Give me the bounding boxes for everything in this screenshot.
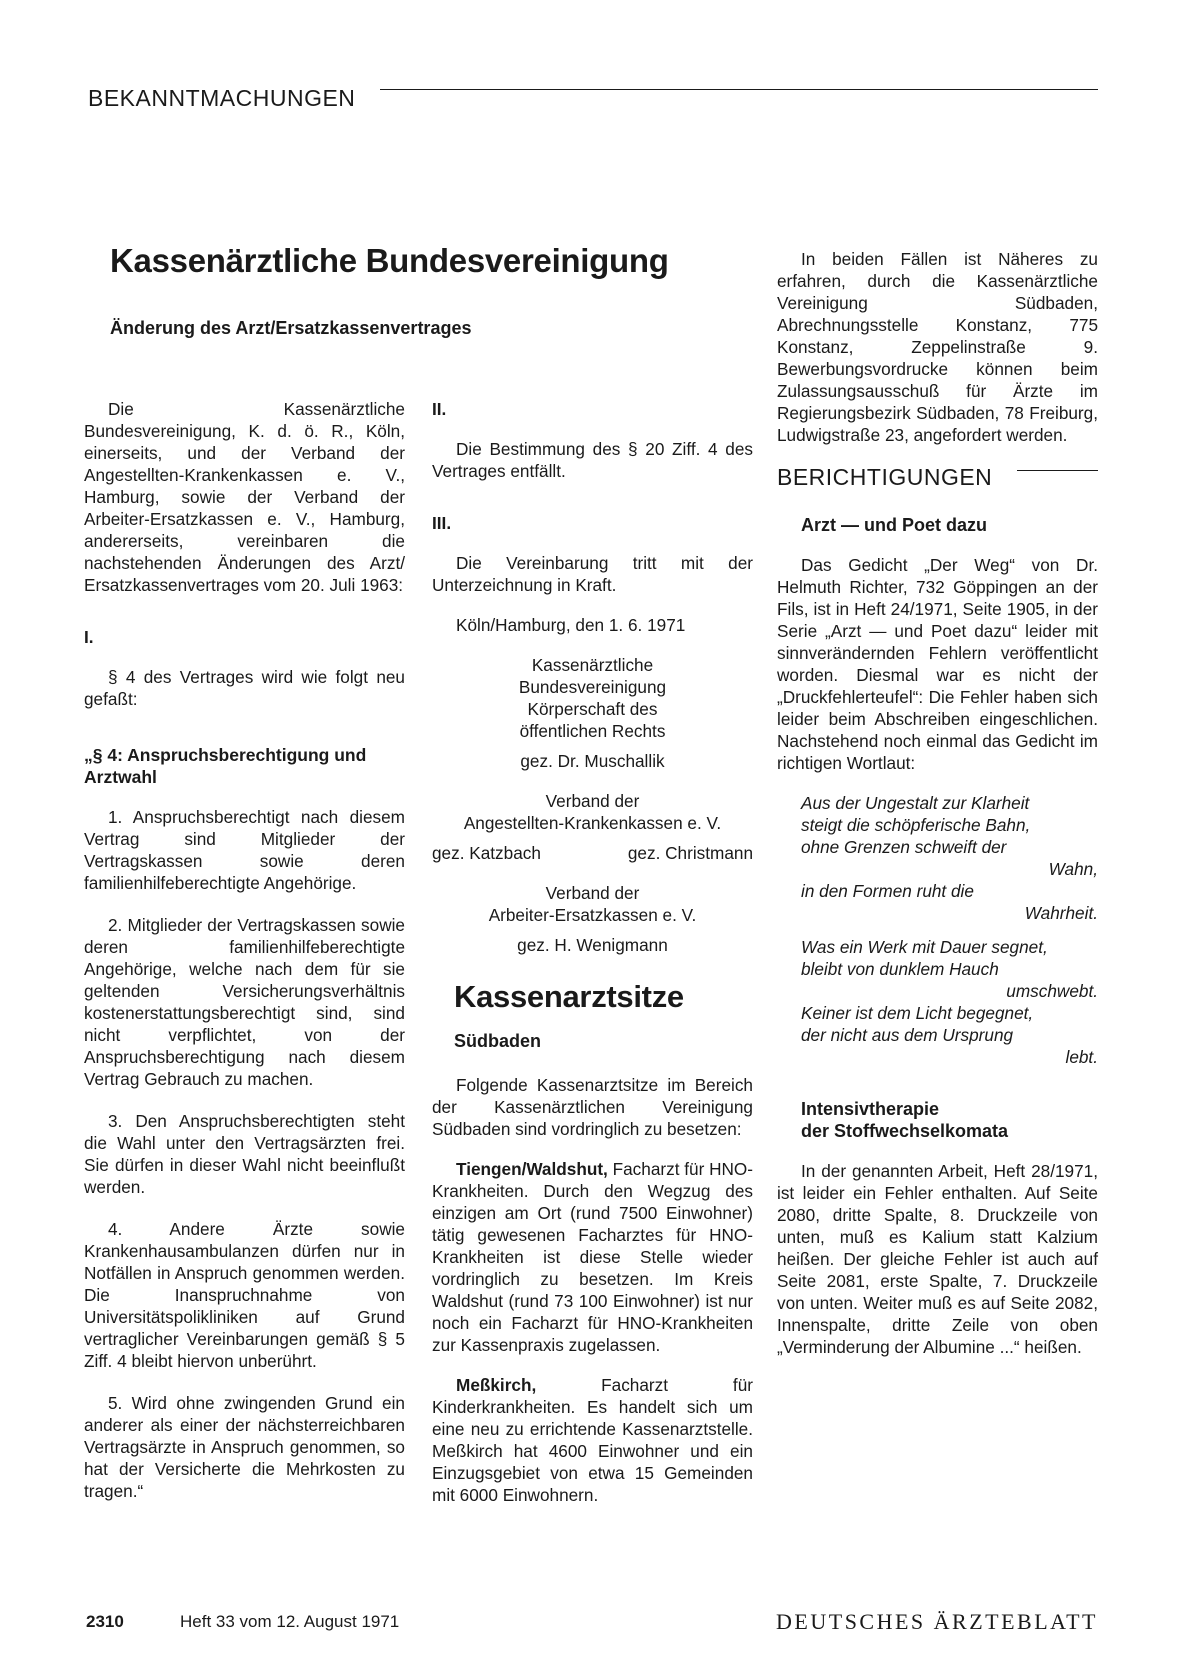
place-date: Köln/Hamburg, den 1. 6. 1971 [456,615,686,635]
article2-info: In beiden Fällen ist Näheres zu erfahren, durch die Kassenärztliche Vereinigung Südbaden, Abrechnungsstelle Konstanz, 775 Konstanz, Zeppelinstraße 9. Bewerbungsvordrucke können beim Zulassungsausschuß für Ärzte im Regierungsbezirk Südbaden, 78 Freiburg, Ludwigstraße 23, angefordert werden. [777,249,1098,445]
section-three-number: III. [432,513,452,533]
poem-line-3-end: Wahn, [1048,859,1098,879]
correction2-text: In der genannten Arbeit, Heft 28/1971, ist leider ein Fehler enthalten. Auf Seite 2080, dritte Spalte, 8. Druckzeile von unten, muß es Kalium statt Kalzium heißen. Der gleiche Fehler ist auch auf Seite 2081, erste Spalte, 7. Druckzeile von unten. Weiter muß es auf Seite 2082, Innenspalte, dritte Zeile von oben „Verminderung der Albumine ...“ heißen. [777,1161,1098,1357]
entry-messkirch-place: Meßkirch, [456,1375,537,1395]
org2-line1: Verband der [545,791,640,811]
clause-2: 2. Mitglieder der Vertragskassen sowie deren familienhilfeberechtigte Angehörige, welche nach dem für sie geltenden Versicherungsverhältnis kostenerstattungsberechtigt sind, sind nicht verpflichtet, von der Anspruchsberechtigung nach diesem Vertrag Gebrauch zu machen. [84,915,405,1089]
page-number: 2310 [86,1612,124,1631]
article2-title: Kassenarztsitze [454,979,684,1014]
poem-line-8: der nicht aus dem Ursprung [801,1025,1014,1045]
correction1-text: Das Gedicht „Der Weg“ von Dr. Helmuth Richter, 732 Göppingen an der Fils, ist in Heft 24/1971, Seite 1905, in der Serie „Arzt — und Poet dazu“ leider mit sinnverändernden Fehlern veröffentlicht worden. Diesmal war es nicht der „Druckfehlerteufel“: Die Fehler haben sich leider beim Abschreiben eingeschlichen. Nachstehend noch einmal das Gedicht im richtigen Wortlaut: [777,555,1098,773]
article-subtitle: Änderung des Arzt/Ersatzkassenvertrages [110,318,472,338]
article2-intro: Folgende Kassenarztsitze im Bereich der Kassenärztlichen Vereinigung Südbaden sind vordringlich zu besetzen: [432,1075,753,1139]
issue-info: Heft 33 vom 12. August 1971 [180,1612,400,1631]
entry-tiengen [432,1158,753,1356]
masthead: DEUTSCHES ÄRZTEBLATT [776,1609,1098,1634]
org3-signature: gez. H. Wenigmann [517,935,668,955]
entry-tiengen-place: Tiengen/Waldshut, [456,1159,608,1179]
region-heading: Südbaden [454,1031,542,1051]
poem-line-6: bleibt von dunklem Hauch [801,959,999,979]
entry-tiengen-text: Facharzt für HNO-Krankheiten. Durch den Wegzug des einzigen am Ort (rund 7500 Einwohner) tätig gewesenen Facharztes für HNO-Krankheiten ist diese Stelle wieder vordringlich zu besetzen. Im Kreis Waldshut (rund 73 100 Einwohner) ist nur noch ein Facharzt für HNO-Krankheiten zur Kassenpraxis zugelassen. [432,1159,753,1355]
org2-signature-b: gez. Christmann [627,843,753,863]
section-header: BEKANNTMACHUNGEN [88,85,356,111]
section-three-text: Die Vereinbarung tritt mit der Unterzeichnung in Kraft. [432,553,753,595]
poem-line-8-end: lebt. [1065,1047,1098,1067]
header-rule [380,89,1098,90]
corrections-rule [1017,470,1098,471]
poem-line-7: Keiner ist dem Licht begegnet, [801,1003,1034,1023]
org2-signatures [432,842,753,864]
article-title: Kassenärztliche Bundesvereinigung [110,242,669,279]
org1-line4: öffentlichen Rechts [519,721,666,741]
corrections-header [777,466,1098,506]
clause-5: 5. Wird ohne zwingenden Grund ein anderer als einer der nächsterreichbaren Vertragsärzte in Anspruch genommen, so hat der Versicherte die Mehrkosten zu tragen.“ [84,1393,405,1501]
paragraph-heading: „§ 4: Anspruchsberechtigung und Arztwahl [84,745,367,787]
poem-line-6-end: umschwebt. [1006,981,1098,1001]
intro-paragraph: Die Kassenärztliche Bundesvereinigung, K. d. ö. R., Köln, einerseits, und der Verband der Angestellten-Krankenkassen e. V., Hamburg, sowie der Verband der Arbeiter-Ersatzkassen e. V., Hamburg, andererseits, vereinbaren die nachstehenden Änderungen des Arzt/ Ersatzkassenvertrages vom 20. Juli 1963: [84,399,405,595]
column-2 [432,398,753,1524]
poem-line-5: Was ein Werk mit Dauer segnet, [801,937,1048,957]
entry-messkirch [432,1374,753,1506]
column-3 [777,248,1098,1376]
poem-line-3: ohne Grenzen schweift der [801,837,1007,857]
org1-line3: Körperschaft des [527,699,658,719]
org3-line2: Arbeiter-Ersatzkassen e. V. [488,905,697,925]
section-one-number: I. [84,627,94,647]
poem-line-1: Aus der Ungestalt zur Klarheit [801,793,1030,813]
org3-line1: Verband der [545,883,640,903]
poem-line-4-end: Wahrheit. [1024,903,1098,923]
poem-line-2: steigt die schöpferische Bahn, [801,815,1031,835]
poem [777,792,1098,1068]
section-one-text: § 4 des Vertrages wird wie folgt neu gefaßt: [84,667,405,709]
clause-4: 4. Andere Ärzte sowie Krankenhausambulanzen dürfen nur in Notfällen in Anspruch genommen werden. Die Inanspruchnahme von Universitätspolikliniken auf Grund vertraglicher Vereinbarungen gemäß § 5 Ziff. 4 bleibt hiervon unberührt. [84,1219,405,1371]
correction2-title-line1: Intensivtherapie [801,1099,940,1119]
org2-line2: Angestellten-Krankenkassen e. V. [463,813,722,833]
correction1-title: Arzt — und Poet dazu [801,515,987,535]
org2-signature-a: gez. Katzbach [432,843,541,863]
poem-line-4: in den Formen ruht die [801,881,974,901]
org1-signature: gez. Dr. Muschallik [520,751,665,771]
clause-3: 3. Den Anspruchsberechtigten steht die Wahl unter den Vertragsärzten frei. Sie dürfen in dieser Wahl nicht beeinflußt werden. [84,1111,405,1197]
entry-messkirch-text: Facharzt für Kinderkrankheiten. Es handelt sich um eine neu zu errichtende Kassenarztstelle. Meßkirch hat 4600 Einwohner und ein Einzugsgebiet von etwa 15 Gemeinden mit 6000 Einwohnern. [432,1375,753,1505]
section-two-text: Die Bestimmung des § 20 Ziff. 4 des Vertrages entfällt. [432,439,753,481]
corrections-section-title: BERICHTIGUNGEN [777,464,993,490]
correction2-title-line2: der Stoffwechselkomata [801,1121,1009,1141]
org1-line2: Bundesvereinigung [518,677,667,697]
org1-line1: Kassenärztliche [531,655,654,675]
column-1 [84,398,405,1520]
section-two-number: II. [432,399,447,419]
clause-1: 1. Anspruchsberechtigt nach diesem Vertrag sind Mitglieder der Vertragskassen sowie deren familienhilfeberechtigte Angehörige. [84,807,405,893]
